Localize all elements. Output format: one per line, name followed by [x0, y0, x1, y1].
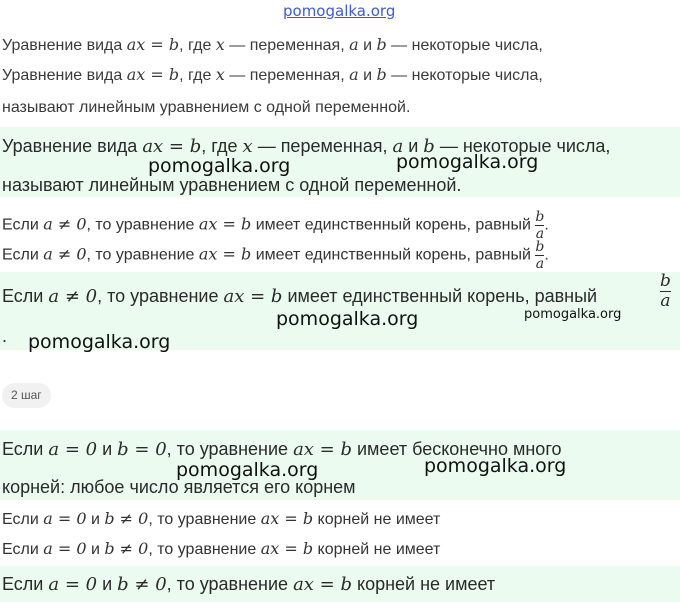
math-x: x	[215, 35, 225, 54]
definition-line-ghost-1	[2, 35, 543, 55]
text: .	[544, 216, 549, 234]
watermark: pomogalka.org	[276, 308, 419, 330]
math-eq: ax = b	[142, 136, 202, 157]
math-a: a	[392, 136, 404, 157]
text: Уравнение вида	[2, 67, 127, 84]
watermark: pomogalka.org	[396, 151, 539, 173]
math-cond: a ≠ 0	[43, 244, 87, 264]
math-eq: ax = b	[293, 574, 352, 595]
watermark-small: pomogalka.org	[524, 307, 622, 322]
math-eq: ax = b	[126, 65, 180, 84]
text: , то уравнение	[97, 286, 224, 306]
watermark: pomogalka.org	[176, 459, 319, 481]
text: Если	[2, 574, 49, 594]
text: корней не имеет	[313, 541, 441, 558]
step-chip: 2 шаг	[2, 383, 51, 408]
top-watermark: pomogalka.org	[283, 2, 396, 20]
text: — переменная,	[224, 67, 350, 84]
text: — некоторые числа,	[386, 37, 543, 54]
definition-line-ghost-3: называют линейным уравнением с одной переменной.	[2, 99, 411, 116]
root-line-ghost-2	[2, 240, 549, 271]
text: .	[544, 246, 549, 264]
math-a: a = 0	[43, 539, 87, 558]
text: и	[86, 541, 105, 558]
text: Если	[2, 541, 44, 558]
math-b: b	[423, 136, 435, 157]
text: и	[358, 67, 377, 84]
text: Если	[2, 216, 44, 234]
math-b: b	[376, 35, 387, 54]
text: , где	[179, 67, 216, 84]
text: имеет единственный корень, равный	[282, 286, 598, 306]
math-eq: ax = b	[293, 439, 352, 460]
math-a: a = 0	[43, 509, 87, 528]
math-x: x	[215, 65, 225, 84]
text: и	[97, 439, 118, 459]
text: и	[358, 37, 377, 54]
root-period: .	[2, 326, 8, 346]
text: , где	[201, 136, 243, 156]
frac-num: b	[535, 209, 545, 225]
text: , то уравнение	[148, 541, 261, 558]
definition-line-ghost-2	[2, 65, 543, 85]
fraction-b-over-a	[660, 273, 671, 310]
text: , то уравнение	[166, 439, 294, 459]
math-eq: ax = b	[260, 539, 314, 558]
math-a: a = 0	[48, 439, 98, 460]
frac-den: a	[660, 291, 671, 311]
frac-num: b	[535, 239, 545, 255]
math-cond: a ≠ 0	[43, 214, 87, 234]
math-eq: ax = b	[198, 244, 252, 264]
frac-den: a	[535, 226, 545, 242]
text: имеет единственный корень, равный	[251, 216, 536, 234]
watermark: pomogalka.org	[28, 331, 171, 353]
text: и	[403, 136, 424, 156]
text: Уравнение вида	[2, 37, 127, 54]
no-roots-line-ghost-1	[2, 509, 440, 529]
infinite-roots-line-2: корней: любое число является его корнем	[2, 477, 356, 497]
frac-den: a	[535, 256, 545, 272]
text: Если	[2, 286, 49, 306]
text: , то уравнение	[166, 574, 294, 594]
no-roots-line	[2, 574, 495, 595]
math-b: b ≠ 0	[104, 509, 149, 528]
math-x: x	[242, 136, 253, 157]
text: корней не имеет	[352, 574, 496, 594]
text: , то уравнение	[86, 216, 199, 234]
definition-line-2: называют линейным уравнением с одной переменной.	[2, 175, 462, 195]
text: имеет единственный корень, равный	[251, 246, 536, 264]
watermark: pomogalka.org	[424, 455, 567, 477]
text: Если	[2, 246, 44, 264]
text: имеет бесконечно много	[352, 439, 562, 459]
no-roots-line-ghost-2	[2, 539, 440, 559]
text: , то уравнение	[148, 511, 261, 528]
text: Если	[2, 439, 49, 459]
text: корней не имеет	[313, 511, 441, 528]
root-line-ghost-1	[2, 210, 549, 241]
watermark: pomogalka.org	[148, 155, 291, 177]
math-a: a = 0	[48, 574, 98, 595]
math-b: b ≠ 0	[104, 539, 149, 558]
math-b: b ≠ 0	[117, 574, 167, 595]
text: , где	[179, 37, 216, 54]
text: и	[97, 574, 118, 594]
root-line	[2, 286, 597, 307]
text: Если	[2, 511, 44, 528]
text: — некоторые числа,	[434, 136, 611, 156]
math-eq: ax = b	[260, 509, 314, 528]
text: — некоторые числа,	[386, 67, 543, 84]
math-eq: ax = b	[198, 214, 252, 234]
math-eq: ax = b	[223, 286, 283, 307]
text: , то уравнение	[86, 246, 199, 264]
math-b: b = 0	[117, 439, 167, 460]
frac-num: b	[660, 271, 671, 291]
text: Уравнение вида	[2, 136, 143, 156]
math-b: b	[376, 65, 387, 84]
text: и	[86, 511, 105, 528]
math-eq: ax = b	[126, 35, 180, 54]
math-a: a	[349, 65, 359, 84]
text: — переменная,	[224, 37, 350, 54]
text: — переменная,	[252, 136, 393, 156]
math-cond: a ≠ 0	[48, 286, 98, 307]
math-a: a	[349, 35, 359, 54]
